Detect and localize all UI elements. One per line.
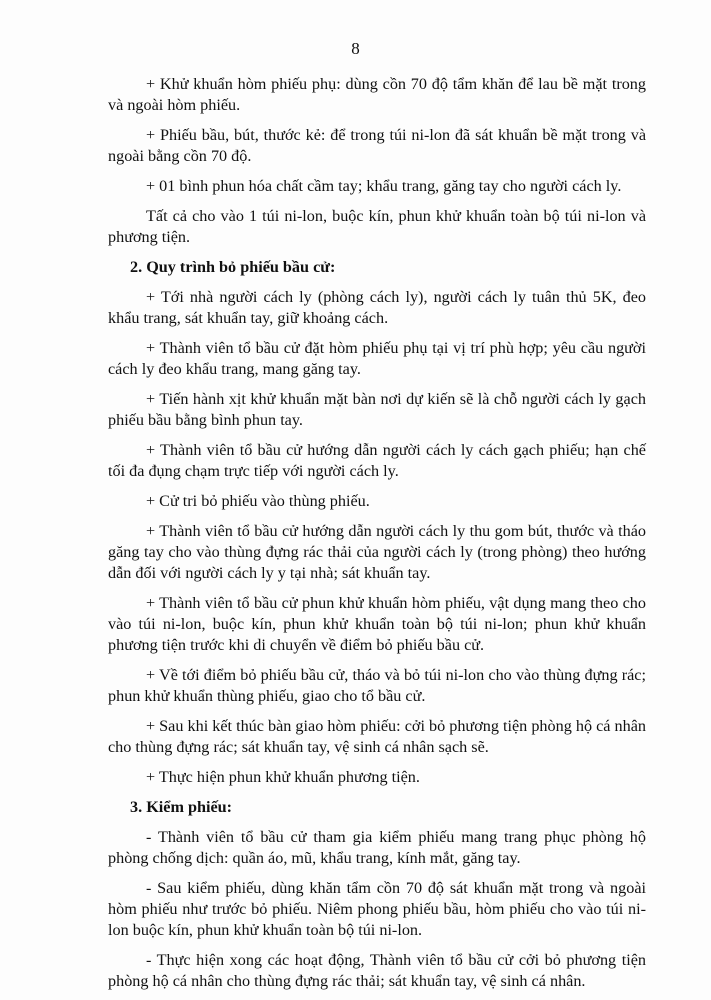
paragraph: + Thành viên tổ bầu cử hướng dẫn người cách ly thu gom bút, thước và tháo găng tay cho vào thùng đựng rác thải của người cách ly (trong phòng) theo hướng dẫn đối với người cách ly y tại nhà; sát khuẩn tay.: [108, 522, 646, 582]
paragraph: + Sau khi kết thúc bàn giao hòm phiếu: cởi bỏ phương tiện phòng hộ cá nhân cho thùng đựng rác; sát khuẩn tay, vệ sinh cá nhân sạch sẽ.: [108, 717, 646, 756]
paragraph: + 01 bình phun hóa chất cầm tay; khẩu trang, găng tay cho người cách ly.: [146, 177, 622, 195]
paragraph: + Tới nhà người cách ly (phòng cách ly), người cách ly tuân thủ 5K, đeo khẩu trang, sát khuẩn tay, giữ khoảng cách.: [108, 288, 646, 327]
section-3-heading: 3. Kiểm phiếu:: [130, 798, 233, 816]
paragraph: - Thành viên tổ bầu cử tham gia kiểm phiếu mang trang phục phòng hộ phòng chống dịch: quần áo, mũ, khẩu trang, kính mắt, găng tay.: [108, 828, 646, 867]
paragraph: + Cử tri bỏ phiếu vào thùng phiếu.: [146, 492, 370, 510]
paragraph: Tất cả cho vào 1 túi ni-lon, buộc kín, phun khử khuẩn toàn bộ túi ni-lon và phương tiện.: [108, 207, 646, 246]
section-2-heading: 2. Quy trình bỏ phiếu bầu cử:: [130, 258, 336, 276]
paragraph: + Thành viên tổ bầu cử đặt hòm phiếu phụ tại vị trí phù hợp; yêu cầu người cách ly đeo khẩu trang, mang găng tay.: [108, 339, 646, 378]
page-number: 8: [351, 39, 360, 58]
paragraph: - Sau kiểm phiếu, dùng khăn tẩm cồn 70 độ sát khuẩn mặt trong và ngoài hòm phiếu như trước bỏ phiếu. Niêm phong phiếu bầu, hòm phiếu cho vào túi ni-lon buộc kín, phun khử khuẩn toàn bộ túi ni-lon.: [108, 879, 646, 939]
paragraph: + Khử khuẩn hòm phiếu phụ: dùng cồn 70 độ tẩm khăn để lau bề mặt trong và ngoài hòm phiếu.: [108, 75, 646, 114]
paragraph: + Tiến hành xịt khử khuẩn mặt bàn nơi dự kiến sẽ là chỗ người cách ly gạch phiếu bầu bằng bình phun tay.: [108, 390, 646, 429]
paragraph: + Thực hiện phun khử khuẩn phương tiện.: [146, 768, 420, 786]
paragraph: + Về tới điểm bỏ phiếu bầu cử, tháo và bỏ túi ni-lon cho vào thùng đựng rác; phun khử khuẩn thùng phiếu, giao cho tổ bầu cử.: [108, 666, 646, 705]
paragraph: + Thành viên tổ bầu cử phun khử khuẩn hòm phiếu, vật dụng mang theo cho vào túi ni-lon, buộc kín, phun khử khuẩn toàn bộ túi ni-lon; phun khử khuẩn phương tiện trước khi di chuyển về điểm bỏ phiếu bầu cử.: [108, 594, 646, 654]
document-body: [108, 74, 646, 1000]
paragraph: + Thành viên tổ bầu cử hướng dẫn người cách ly cách gạch phiếu; hạn chế tối đa đụng chạm trực tiếp với người cách ly.: [108, 441, 646, 480]
paragraph: - Thực hiện xong các hoạt động, Thành viên tổ bầu cử cởi bỏ phương tiện phòng hộ cá nhân cho thùng đựng rác thải; sát khuẩn tay, vệ sinh cá nhân.: [108, 951, 646, 990]
paragraph: + Phiếu bầu, bút, thước kẻ: để trong túi ni-lon đã sát khuẩn bề mặt trong và ngoài bằng cồn 70 độ.: [108, 126, 646, 165]
